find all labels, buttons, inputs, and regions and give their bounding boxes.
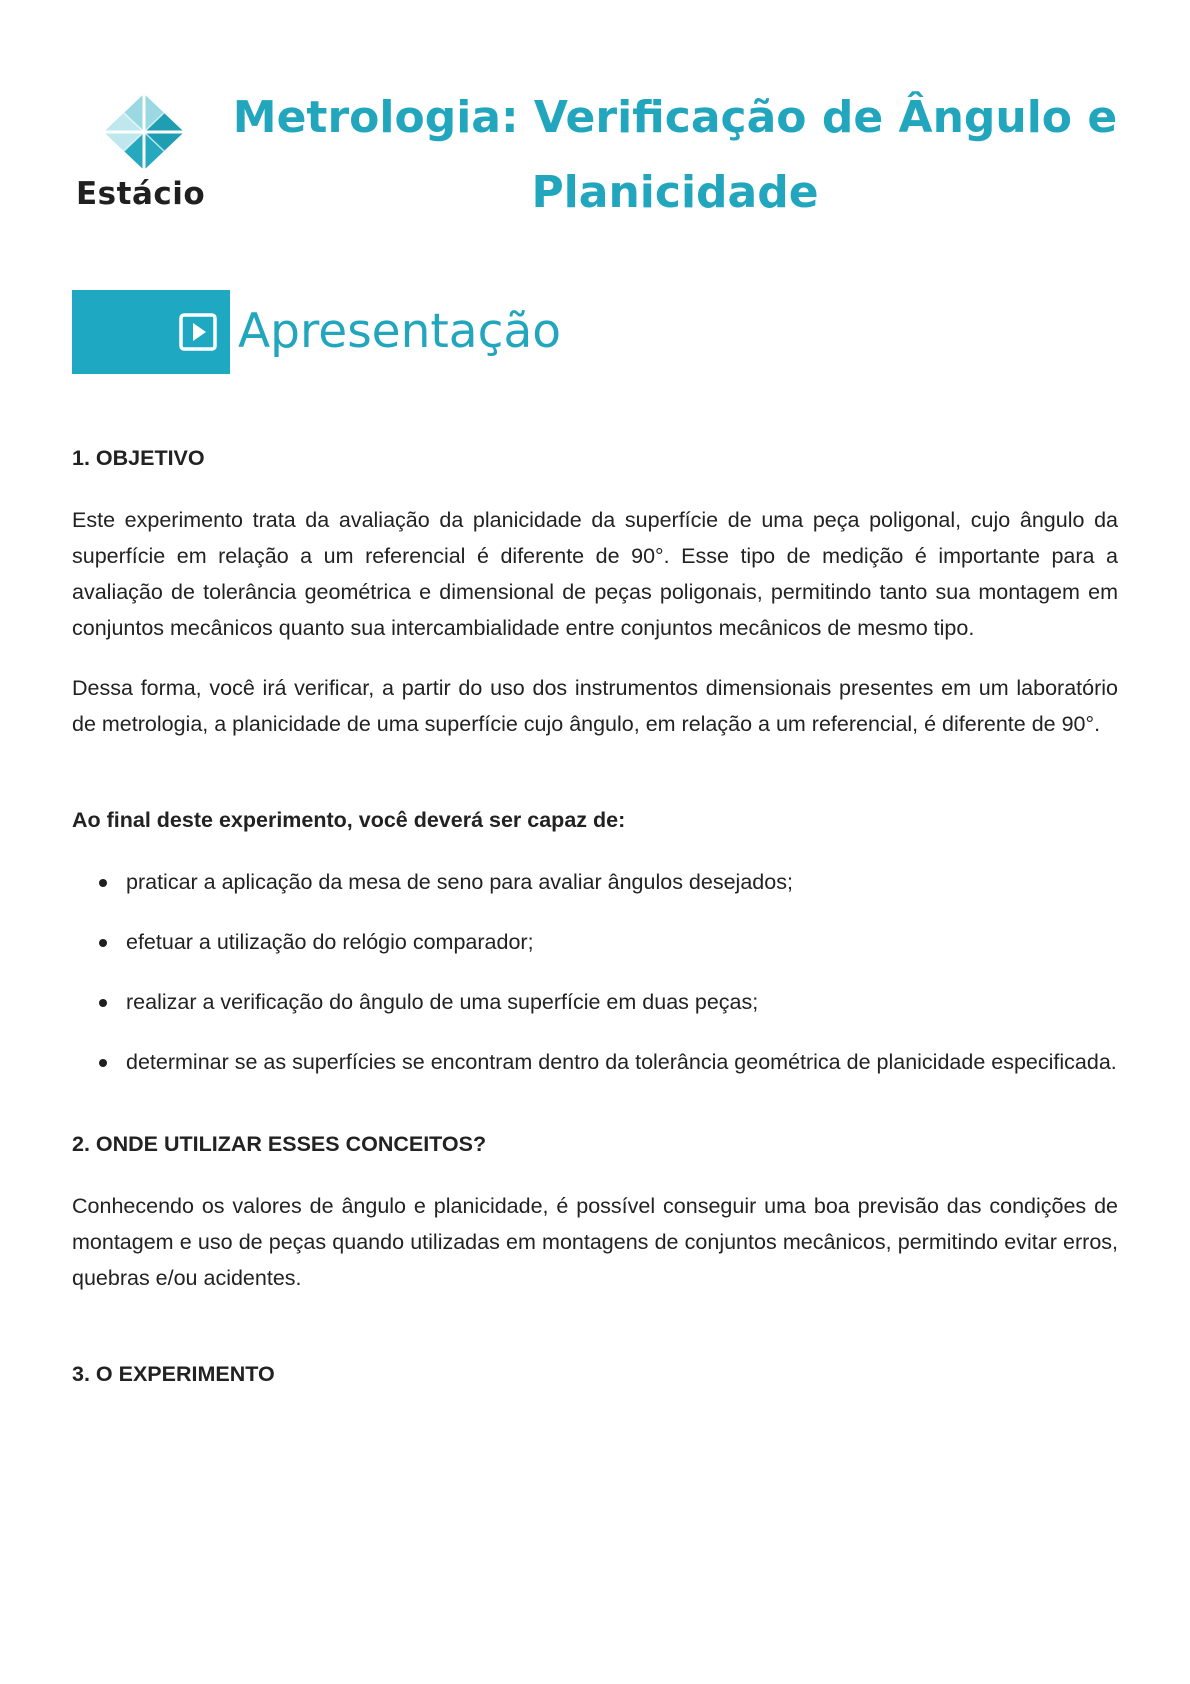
objective-heading: 1. OBJETIVO: [72, 446, 205, 470]
bullet-icon: [99, 1059, 107, 1067]
page-title-line-2: Planicidade: [531, 167, 819, 218]
section-title: Apresentação: [238, 304, 562, 359]
estacio-logo: [72, 92, 218, 212]
document-header: [72, 80, 1118, 220]
diamond-logo-icon: [102, 92, 186, 172]
banner-bar: [72, 290, 230, 374]
list-item: [126, 924, 1118, 960]
bullet-icon: [99, 999, 107, 1007]
usage-paragraph: Conhecendo os valores de ângulo e planicidade, é possível conseguir uma boa previsão das condições de montagem e uso de peças quando utilizadas em montagens de conjuntos mecânicos, permitindo evitar erros, quebras e/ou acidentes.: [72, 1194, 1118, 1290]
list-item-text: realizar a verificação do ângulo de uma superfície em duas peças;: [126, 990, 759, 1014]
list-item-text: efetuar a utilização do relógio comparador;: [126, 930, 534, 954]
bullet-icon: [99, 939, 107, 947]
list-item: [126, 1044, 1118, 1080]
list-item-text: praticar a aplicação da mesa de seno para avaliar ângulos desejados;: [126, 870, 793, 894]
document-body: [72, 440, 1118, 1392]
list-item: [126, 864, 1118, 900]
page-title: [232, 80, 1118, 230]
section-banner: [72, 290, 772, 374]
goals-heading: Ao final deste experimento, você deverá ser capaz de:: [72, 808, 626, 832]
usage-heading: 2. ONDE UTILIZAR ESSES CONCEITOS?: [72, 1132, 487, 1156]
page-title-line-1: Metrologia: Verificação de Ângulo e: [232, 92, 1118, 143]
objective-paragraph-1: Este experimento trata da avaliação da planicidade da superfície de uma peça poligonal, cujo ângulo da superfície em relação a um referencial é diferente de 90°. Esse tipo de medição é importante para a avaliação de tolerância geométrica e dimensional de peças poligonais, permitindo tanto sua montagem em conjuntos mecânicos quanto sua intercambialidade entre conjuntos mecânicos de mesmo tipo.: [72, 508, 1118, 640]
bullet-icon: [99, 879, 107, 887]
logo-wordmark: Estácio: [76, 176, 206, 212]
goals-list: [72, 864, 1118, 1080]
list-item-text: determinar se as superfícies se encontram dentro da tolerância geométrica de planicidade especificada.: [126, 1050, 1117, 1074]
play-icon: [178, 312, 218, 352]
list-item: [126, 984, 1118, 1020]
experiment-heading: 3. O EXPERIMENTO: [72, 1362, 275, 1386]
objective-paragraph-2: Dessa forma, você irá verificar, a partir do uso dos instrumentos dimensionais presentes em um laboratório de metrologia, a planicidade de uma superfície cujo ângulo, em relação a um referencial, é diferente de 90°.: [72, 676, 1118, 736]
